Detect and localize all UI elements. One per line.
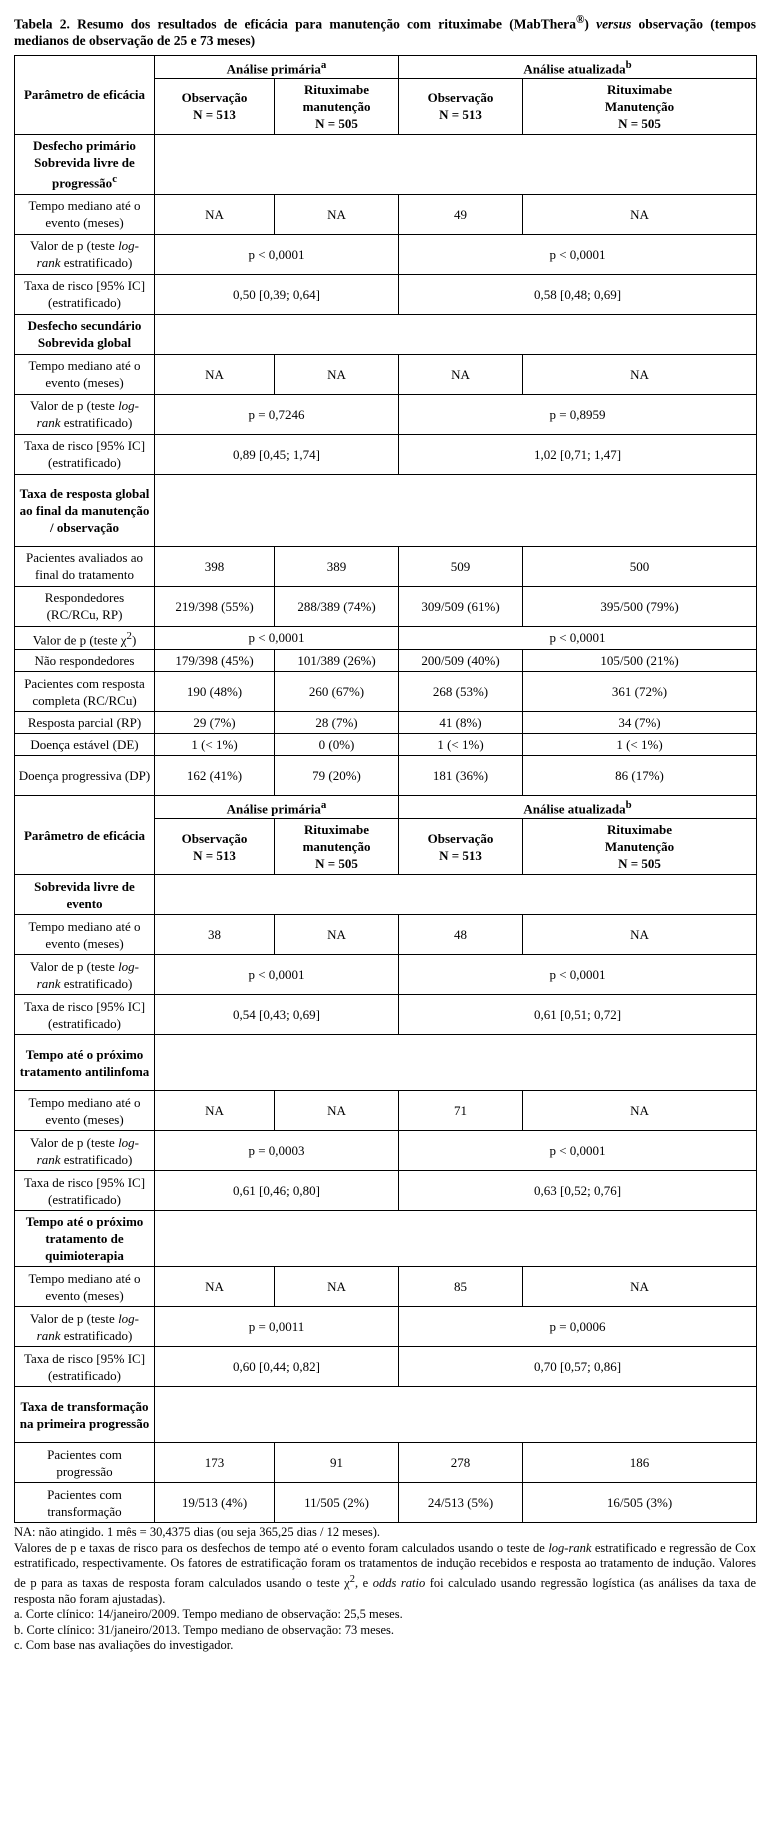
table-row	[15, 734, 757, 756]
table-row	[15, 1267, 757, 1307]
section-title: Sobrevida livre de evento	[15, 875, 155, 915]
param-header: Parâmetro de eficácia	[15, 796, 155, 875]
value-cell: 0,50 [0,39; 0,64]	[155, 274, 399, 314]
section-row	[15, 314, 757, 354]
row-label: Pacientes com transformação	[15, 1483, 155, 1523]
value-cell: p = 0,0011	[155, 1307, 399, 1347]
value-cell: NA	[399, 354, 523, 394]
row-label: Taxa de risco [95% IC] (estratificado)	[15, 274, 155, 314]
caption-text: observação (tempos medianos de observação de 25 e 73 meses)	[14, 16, 756, 48]
value-cell: p < 0,0001	[399, 1131, 757, 1171]
primary-analysis-header: Análise primária$^a$	[155, 55, 399, 78]
section-title: Tempo até o próximo tratamento antilinfoma	[15, 1035, 155, 1091]
empty-cell	[155, 1035, 757, 1091]
value-cell: 86 (17%)	[523, 756, 757, 796]
section-row	[15, 134, 757, 194]
table-header-row	[15, 55, 757, 78]
row-label: Valor de p (teste log- rank estratificado)	[15, 1307, 155, 1347]
footnote-b: b. Corte clínico: 31/janeiro/2013. Tempo mediano de observação: 73 meses.	[14, 1622, 395, 1637]
row-label: Pacientes com resposta completa (RC/RCu)	[15, 672, 155, 712]
value-cell: 0,61 [0,46; 0,80]	[155, 1171, 399, 1211]
value-cell: 162 (41%)	[155, 756, 275, 796]
empty-cell	[155, 474, 757, 546]
value-cell: 0,63 [0,52; 0,76]	[399, 1171, 757, 1211]
updated-analysis-header: Análise atualizada$^b$	[399, 55, 757, 78]
value-cell: 0,70 [0,57; 0,86]	[399, 1347, 757, 1387]
row-label: Tempo mediano até o evento (meses)	[15, 915, 155, 955]
footnote: NA: não atingido. 1 mês = 30,4375 dias (ou seja 365,25 dias / 12 meses).	[14, 1525, 381, 1540]
caption-text: Tabela 2. Resumo dos resultados de eficácia para manutenção com rituximabe (MabThera	[14, 16, 576, 32]
primary-analysis-header: Análise primária$^a$	[155, 796, 399, 819]
value-cell: 0 (0%)	[275, 734, 399, 756]
value-cell: NA	[523, 1267, 757, 1307]
value-cell: NA	[155, 194, 275, 234]
value-cell: 389	[275, 546, 399, 586]
table-row	[15, 354, 757, 394]
empty-cell	[155, 875, 757, 915]
registered-mark: ®	[575, 14, 585, 26]
section-row	[15, 1211, 757, 1267]
value-cell: 186	[523, 1443, 757, 1483]
value-cell: NA	[275, 194, 399, 234]
value-cell: 190 (48%)	[155, 672, 275, 712]
value-cell: 24/513 (5%)	[399, 1483, 523, 1523]
value-cell: NA	[155, 354, 275, 394]
value-cell: 0,61 [0,51; 0,72]	[399, 995, 757, 1035]
value-cell: p < 0,0001	[399, 234, 757, 274]
table-row	[15, 626, 757, 649]
obs-header: Observação N = 513	[399, 78, 523, 134]
value-cell: 11/505 (2%)	[275, 1483, 399, 1523]
value-cell: 79 (20%)	[275, 756, 399, 796]
row-label: Resposta parcial (RP)	[15, 712, 155, 734]
ritux-header: Rituximabe manutenção N = 505	[275, 78, 399, 134]
ritux-header: Rituximabe Manutenção N = 505	[523, 819, 757, 875]
row-label: Taxa de risco [95% IC] (estratificado)	[15, 1347, 155, 1387]
row-label: Tempo mediano até o evento (meses)	[15, 194, 155, 234]
table-row	[15, 995, 757, 1035]
value-cell: 1,02 [0,71; 1,47]	[399, 434, 757, 474]
table-row	[15, 672, 757, 712]
value-cell: 1 (< 1%)	[155, 734, 275, 756]
section-row	[15, 474, 757, 546]
value-cell: 268 (53%)	[399, 672, 523, 712]
table-row	[15, 394, 757, 434]
value-cell: p = 0,8959	[399, 394, 757, 434]
table-footnotes	[14, 1525, 756, 1653]
row-label: Valor de p (teste $\chi^2$)	[15, 626, 155, 649]
value-cell: 179/398 (45%)	[155, 650, 275, 672]
row-label: Taxa de risco [95% IC] (estratificado)	[15, 434, 155, 474]
value-cell: p < 0,0001	[155, 626, 399, 649]
value-cell: NA	[275, 354, 399, 394]
value-cell: 309/509 (61%)	[399, 586, 523, 626]
table-row	[15, 1091, 757, 1131]
value-cell: 200/509 (40%)	[399, 650, 523, 672]
table-row	[15, 274, 757, 314]
value-cell: 0,89 [0,45; 1,74]	[155, 434, 399, 474]
value-cell: 19/513 (4%)	[155, 1483, 275, 1523]
value-cell: NA	[275, 1267, 399, 1307]
table-row	[15, 915, 757, 955]
table-row	[15, 756, 757, 796]
value-cell: NA	[523, 915, 757, 955]
empty-cell	[155, 1387, 757, 1443]
value-cell: 101/389 (26%)	[275, 650, 399, 672]
value-cell: 288/389 (74%)	[275, 586, 399, 626]
obs-header: Observação N = 513	[155, 819, 275, 875]
row-label: Taxa de risco [95% IC] (estratificado)	[15, 1171, 155, 1211]
value-cell: 34 (7%)	[523, 712, 757, 734]
value-cell: 361 (72%)	[523, 672, 757, 712]
row-label: Valor de p (teste log- rank estratificado)	[15, 1131, 155, 1171]
value-cell: 0,58 [0,48; 0,69]	[399, 274, 757, 314]
value-cell: 173	[155, 1443, 275, 1483]
table-row	[15, 712, 757, 734]
footnote-a: a. Corte clínico: 14/janeiro/2009. Tempo mediano de observação: 25,5 meses.	[14, 1607, 403, 1622]
value-cell: NA	[155, 1091, 275, 1131]
table-row	[15, 1443, 757, 1483]
efficacy-table	[14, 55, 757, 1524]
value-cell: NA	[523, 1091, 757, 1131]
value-cell: 71	[399, 1091, 523, 1131]
value-cell: p = 0,0006	[399, 1307, 757, 1347]
row-label: Pacientes avaliados ao final do tratamento	[15, 546, 155, 586]
section-title: Taxa de resposta global ao final da manutenção / observação	[15, 474, 155, 546]
table-row	[15, 234, 757, 274]
section-row	[15, 875, 757, 915]
table-row	[15, 546, 757, 586]
table-row	[15, 955, 757, 995]
row-label: Respondedores (RC/RCu, RP)	[15, 586, 155, 626]
value-cell: 0,60 [0,44; 0,82]	[155, 1347, 399, 1387]
row-label: Tempo mediano até o evento (meses)	[15, 1091, 155, 1131]
row-label: Valor de p (teste log- rank estratificado)	[15, 234, 155, 274]
value-cell: 41 (8%)	[399, 712, 523, 734]
value-cell: 1 (< 1%)	[523, 734, 757, 756]
row-label: Tempo mediano até o evento (meses)	[15, 1267, 155, 1307]
table-row	[15, 194, 757, 234]
footnote: Valores de p e taxas de risco para os desfechos de tempo até o evento foram calculados usando o teste de log-rank estratificado e regressão de Cox estratificado, respectivamente. Os fatores de estratificação foram os tratamentos de indução recebidos e resposta ao tratamento de indução. Valores de p para as taxas de resposta foram calculados usando o teste $\chi^2$, e odds ratio foi calculado usando regressão logística (as análises da taxa de resposta não foram ajustadas).	[14, 1540, 757, 1606]
value-cell: p = 0,0003	[155, 1131, 399, 1171]
row-label: Taxa de risco [95% IC] (estratificado)	[15, 995, 155, 1035]
table-header-row	[15, 796, 757, 819]
value-cell: 398	[155, 546, 275, 586]
param-header: Parâmetro de eficácia	[15, 55, 155, 134]
section-row	[15, 1387, 757, 1443]
value-cell: 28 (7%)	[275, 712, 399, 734]
value-cell: 38	[155, 915, 275, 955]
table-caption	[14, 12, 756, 49]
section-title: Taxa de transformação na primeira progressão	[15, 1387, 155, 1443]
value-cell: p < 0,0001	[155, 234, 399, 274]
value-cell: 91	[275, 1443, 399, 1483]
row-label: Tempo mediano até o evento (meses)	[15, 354, 155, 394]
obs-header: Observação N = 513	[399, 819, 523, 875]
row-label: Doença estável (DE)	[15, 734, 155, 756]
section-row	[15, 1035, 757, 1091]
value-cell: NA	[275, 1091, 399, 1131]
table-row	[15, 1171, 757, 1211]
table-row	[15, 650, 757, 672]
table-row	[15, 586, 757, 626]
ritux-header: Rituximabe manutenção N = 505	[275, 819, 399, 875]
value-cell: 278	[399, 1443, 523, 1483]
caption-text: )	[584, 16, 597, 32]
value-cell: 509	[399, 546, 523, 586]
footnote-c: c. Com base nas avaliações do investigador.	[14, 1638, 234, 1653]
value-cell: NA	[275, 915, 399, 955]
caption-versus: versus	[596, 16, 632, 32]
value-cell: p = 0,7246	[155, 394, 399, 434]
ritux-header: Rituximabe Manutenção N = 505	[523, 78, 757, 134]
table-row	[15, 434, 757, 474]
value-cell: NA	[523, 194, 757, 234]
table-row	[15, 1347, 757, 1387]
value-cell: 85	[399, 1267, 523, 1307]
value-cell: 105/500 (21%)	[523, 650, 757, 672]
value-cell: p < 0,0001	[155, 955, 399, 995]
table-row	[15, 1483, 757, 1523]
empty-cell	[155, 314, 757, 354]
empty-cell	[155, 134, 757, 194]
value-cell: 16/505 (3%)	[523, 1483, 757, 1523]
value-cell: 0,54 [0,43; 0,69]	[155, 995, 399, 1035]
value-cell: 260 (67%)	[275, 672, 399, 712]
value-cell: 48	[399, 915, 523, 955]
document	[14, 12, 756, 1654]
obs-header: Observação N = 513	[155, 78, 275, 134]
row-label: Doença progressiva (DP)	[15, 756, 155, 796]
updated-analysis-header: Análise atualizada$^b$	[399, 796, 757, 819]
row-label: Valor de p (teste log- rank estratificado)	[15, 394, 155, 434]
value-cell: NA	[523, 354, 757, 394]
empty-cell	[155, 1211, 757, 1267]
section-title: Tempo até o próximo tratamento de quimioterapia	[15, 1211, 155, 1267]
value-cell: 395/500 (79%)	[523, 586, 757, 626]
row-label: Valor de p (teste log- rank estratificado)	[15, 955, 155, 995]
section-title: Desfecho secundário Sobrevida global	[15, 314, 155, 354]
value-cell: 1 (< 1%)	[399, 734, 523, 756]
row-label: Pacientes com progressão	[15, 1443, 155, 1483]
row-label: Não respondedores	[15, 650, 155, 672]
value-cell: 29 (7%)	[155, 712, 275, 734]
table-row	[15, 1131, 757, 1171]
value-cell: p < 0,0001	[399, 626, 757, 649]
value-cell: 500	[523, 546, 757, 586]
value-cell: NA	[155, 1267, 275, 1307]
table-row	[15, 1307, 757, 1347]
value-cell: p < 0,0001	[399, 955, 757, 995]
section-title: Desfecho primário Sobrevida livre de progressão$^c$	[15, 134, 155, 194]
value-cell: 219/398 (55%)	[155, 586, 275, 626]
value-cell: 181 (36%)	[399, 756, 523, 796]
value-cell: 49	[399, 194, 523, 234]
